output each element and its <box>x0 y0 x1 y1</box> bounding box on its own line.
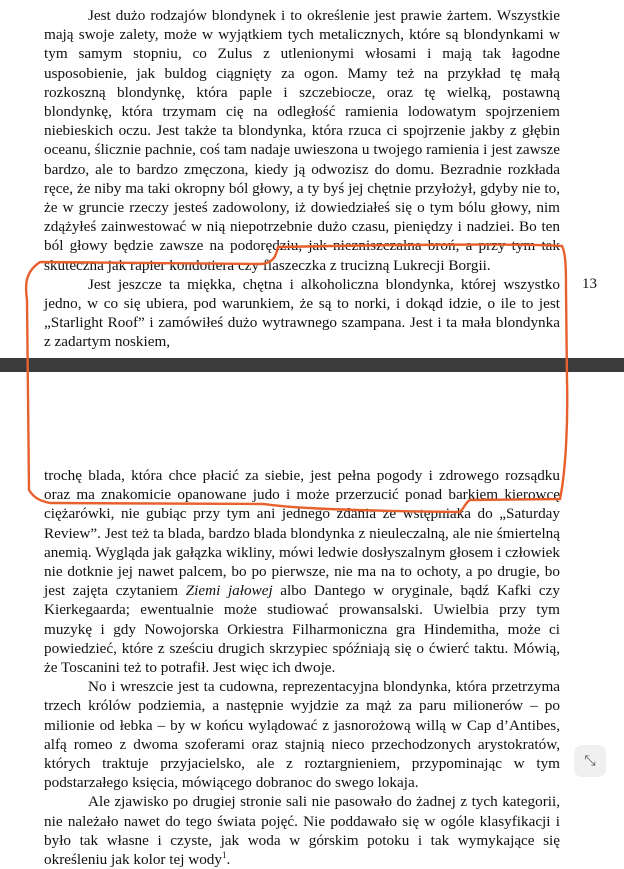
collapse-arrows-icon[interactable] <box>574 745 606 777</box>
text-run: No i wreszcie jest ta cudowna, reprezentacyjna blondynka, która przetrzyma trzech królów podziemia, a następnie wyjdzie za mąż za paru milionerów – po milionie od łebka – by w końcu wylądować z jasnorożową willą w Cap d’Antibes, alfą romeo z dwoma szoferami oraz stajnią nieco przechodzonych arystokratów, których traktuje przyjacielsko, ale z roztargnieniem, przypominając w tym podstarzałego księcia, mówiącego dobranoc do swego lokaja. <box>44 678 560 792</box>
text-run: albo Dantego w oryginale, bądź Kafki czy Kierkegaarda; ewentualnie może studiować prowansalski. Uwielbia przy tym muzykę i gdy Nowojorska Orkiestra Filharmoniczna gra Hindemitha, może ci powiedzieć, które z sześciu drugich skrzypiec spóźniają się o ćwierć taktu. Mówią, że Toscanini też to potrafił. Jest więc ich dwoje. <box>44 582 560 677</box>
text-run: trochę blada, która chce płacić za siebie, jest pełna pogody i zdrowego rozsądku oraz ma znakomicie opanowane judo i może przerzucić ponad barkiem kierowcę ciężarówki, nie gubiąc przy tym ani jednego zdania ze wstępniaka do „Saturday Review”. Jest też ta blada, bardzo blada blondynka z nieuleczalną, ale nie śmiertelną anemią. Wygląda jak gałązka wikliny, mówi ledwie dosłyszalnym głosem i człowiek nie dotknie jej nawet palcem, bo po pierwsze, nie ma na to ochoty, a po drugie, bo jest zajęta czytaniem <box>44 467 560 600</box>
text-run: . <box>226 851 231 869</box>
annotation-stroke <box>26 245 567 512</box>
page-number: 13 <box>582 276 597 292</box>
paragraph: Jest dużo rodzajów blondynek i to określenie jest prawie żartem. Wszystkie mają swoje zalety, może w wyjątkiem tych metalicznych, które są blondynkami w tym samym stopniu, co Zulus z utlenionymi włosami i mają tak łagodne usposobienie, jak buldog ciągnięty za ogon. Mamy też na przykład tę małą rozkoszną blondynkę, która paple i szczebiocze, oraz tę wielką, postawną blondynkę, która trzymam cię na odległość ramienia lodowatym spojrzeniem niebieskich oczu. Jest także ta blondynka, która rzuca ci spojrzenie jakby z głębin oceanu, ślicznie pachnie, coś tam nadaje uwieszona u twojego ramienia i jest zawsze bardzo, ale to bardzo zmęczona, kiedy ją odwozisz do domu. Bezradnie rozkłada ręce, że niby ma taki okropny ból głowy, a ty byś jej chętnie przyłożył, gdyby nie to, że w gruncie rzeczy jesteś zadowolony, iż dowiedziałeś się o tym bólu głowy, nim zdążyłeś zainwestować w nią niepotrzebnie dużo czasu, pieniędzy i nadziei. Bo ten ból głowy będzie zawsze na podorędziu, jak niezniszczalna broń, a przy tym tak skuteczna jak rapier kondotiera czy flaszeczka z trucizną Lukrecji Borgii. <box>44 7 560 274</box>
footnote-mark[interactable]: 1 <box>222 850 227 860</box>
text-run: Ale zjawisko po drugiej stronie sali nie pasowało do żadnej z tych kategorii, nie należało nawet do tego świata pojęć. Nie poddawało się w ogóle klasyfikacji i było tak własne i czyste, jak woda w górskim potoku i tak wymykające się określeniu jak kolor tej wody <box>44 793 560 869</box>
italic-title: Ziemi jałowej <box>185 582 273 600</box>
paragraph: Jest jeszcze ta miękka, chętna i alkoholiczna blondynka, której wszystko jedno, w co się ubiera, pod warunkiem, że są to norki, i dokąd idzie, o ile to jest „Starlight Roof” i zamówiłeś dużo wytrawnego szampana. Jest i ta mała blondynka z zadartym noskiem, <box>44 275 560 351</box>
collapse-arrows-glyph: ⤡ <box>584 753 596 769</box>
